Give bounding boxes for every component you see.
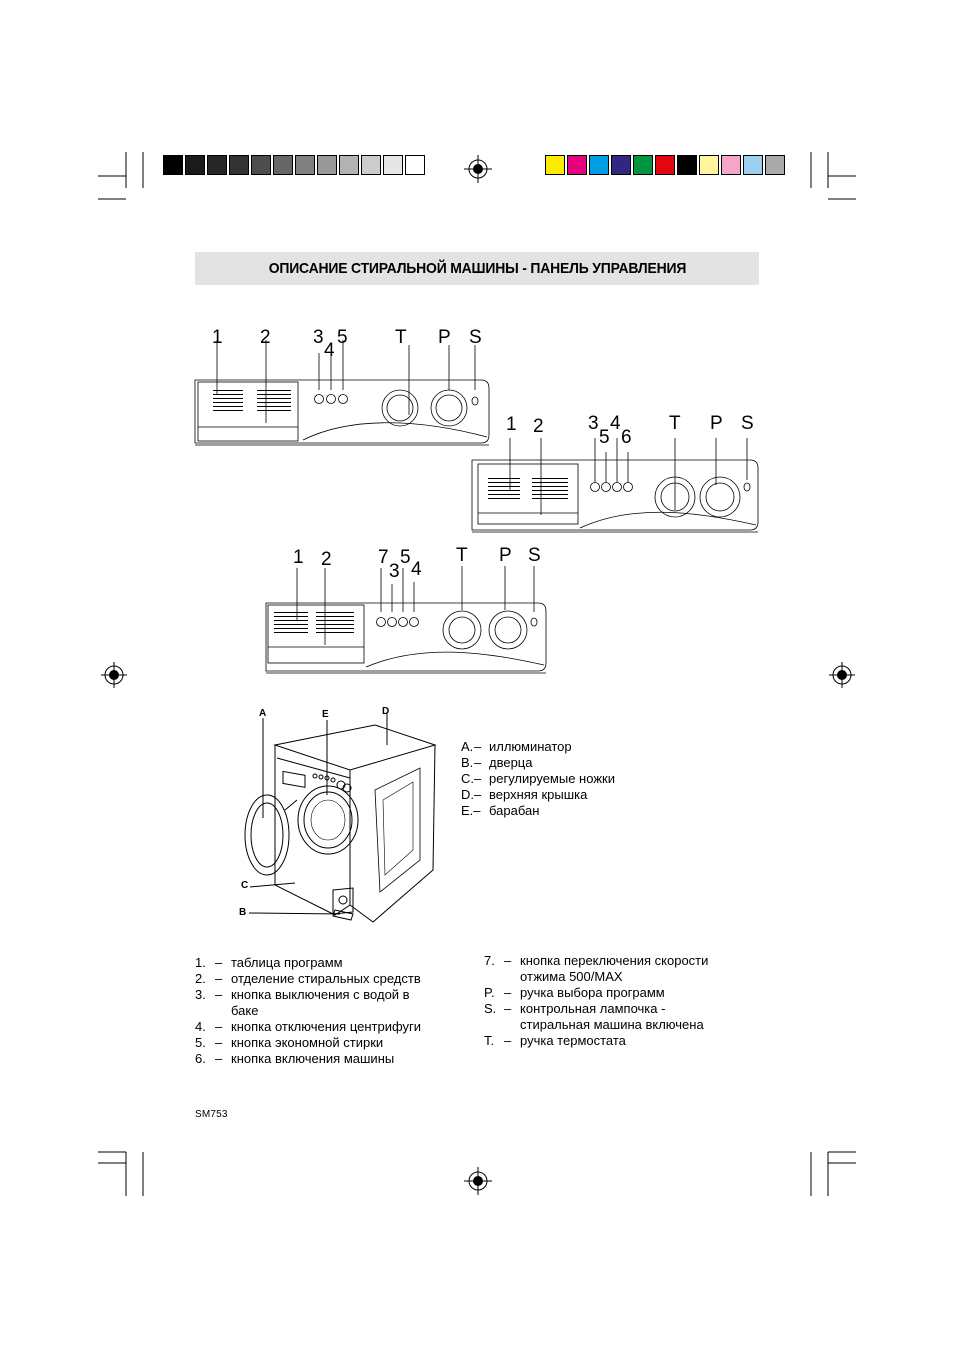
- crop-marks-top: [0, 0, 954, 220]
- title-bar: [195, 252, 759, 285]
- panel1-label-T: T: [395, 327, 407, 348]
- legend-text: таблица программ: [231, 955, 343, 970]
- color-swatch: [545, 155, 565, 175]
- parts-legend: [461, 739, 615, 819]
- color-swatch: [765, 155, 785, 175]
- panel2-label-S: S: [741, 413, 754, 434]
- gray-swatch: [163, 155, 183, 175]
- legend-dash: –: [215, 1035, 223, 1050]
- legend-dash: –: [215, 987, 223, 1002]
- part-label-E: E: [322, 709, 329, 720]
- gray-swatch: [295, 155, 315, 175]
- legend-item: [484, 985, 708, 1001]
- control-panel-diagram-2: [470, 440, 765, 540]
- legend-text: ручка термостата: [520, 1033, 626, 1048]
- legend-dash: –: [215, 1019, 223, 1034]
- legend-key: 5.: [195, 1035, 206, 1050]
- gray-swatch: [361, 155, 381, 175]
- legend-item-continuation: [484, 969, 708, 985]
- legend-dash: –: [474, 771, 482, 786]
- gray-calibration-bar: [163, 155, 427, 175]
- legend-dash: –: [215, 971, 223, 986]
- controls-legend-right: [484, 953, 708, 1049]
- color-swatch: [633, 155, 653, 175]
- panel3-label-5: 5: [400, 547, 411, 568]
- legend-text: кнопка отключения центрифуги: [231, 1019, 422, 1034]
- panel1-label-5: 5: [337, 327, 348, 348]
- registration-target-icon: [464, 155, 492, 183]
- legend-dash: –: [504, 953, 512, 968]
- legend-key: E.–: [461, 803, 481, 818]
- gray-swatch: [405, 155, 425, 175]
- legend-text: иллюминатор: [489, 739, 572, 754]
- panel3-label-3: 3: [389, 561, 400, 582]
- legend-dash: –: [474, 739, 482, 754]
- legend-item: [195, 1019, 421, 1035]
- legend-text-continuation: баке: [231, 1003, 259, 1018]
- legend-text: ручка выбора программ: [520, 985, 665, 1000]
- color-swatch: [589, 155, 609, 175]
- part-label-D: D: [382, 706, 390, 717]
- legend-dash: –: [504, 1033, 512, 1048]
- legend-dash: –: [474, 755, 482, 770]
- legend-key: 3.: [195, 987, 206, 1002]
- panel2-label-T: T: [669, 413, 681, 434]
- registration-target-right-icon: [829, 662, 855, 688]
- legend-item: [484, 1033, 708, 1049]
- panel2-label-2: 2: [533, 416, 544, 437]
- color-swatch: [611, 155, 631, 175]
- legend-text-continuation: стиральная машина включена: [520, 1017, 704, 1032]
- control-panel-diagram-3: [258, 570, 553, 675]
- legend-text: дверца: [489, 755, 533, 770]
- legend-key: A.: [461, 739, 474, 754]
- legend-item: [461, 739, 615, 755]
- legend-text: верхняя крышка: [489, 787, 588, 802]
- legend-key: 4.: [195, 1019, 206, 1034]
- color-swatch: [567, 155, 587, 175]
- legend-item-continuation: [195, 1003, 421, 1019]
- legend-key: 6.: [195, 1051, 206, 1066]
- panel1-label-P: P: [438, 327, 451, 348]
- registration-target-left-icon: [101, 662, 127, 688]
- control-panel-diagram-1: [193, 345, 493, 455]
- panel2-label-3: 3: [588, 413, 599, 434]
- color-swatch: [677, 155, 697, 175]
- panel1-label-S: S: [469, 327, 482, 348]
- gray-swatch: [339, 155, 359, 175]
- legend-dash: –: [215, 1051, 223, 1066]
- legend-text: кнопка выключения с водой в: [231, 987, 410, 1002]
- legend-key: 1.: [195, 955, 206, 970]
- gray-swatch: [229, 155, 249, 175]
- model-code: SM753: [195, 1109, 228, 1120]
- legend-key: P.: [484, 985, 495, 1000]
- part-label-B: B: [239, 907, 247, 918]
- color-swatch: [721, 155, 741, 175]
- legend-key: 2.: [195, 971, 206, 986]
- legend-dash: –: [474, 787, 482, 802]
- color-calibration-bar: [545, 155, 787, 175]
- panel1-label-2: 2: [260, 327, 271, 348]
- legend-dash: –: [504, 985, 512, 1000]
- color-swatch: [699, 155, 719, 175]
- legend-item: [484, 953, 708, 969]
- legend-key: C.: [461, 771, 474, 786]
- legend-item: [195, 987, 421, 1003]
- panel2-label-6: 6: [621, 427, 632, 448]
- legend-text: барабан: [489, 803, 540, 818]
- gray-swatch: [251, 155, 271, 175]
- panel1-label-1: 1: [212, 327, 223, 348]
- color-swatch: [655, 155, 675, 175]
- legend-item: [195, 971, 421, 987]
- legend-item-continuation: [484, 1017, 708, 1033]
- gray-swatch: [273, 155, 293, 175]
- legend-text: кнопка экономной стирки: [231, 1035, 384, 1050]
- legend-text: регулируемые ножки: [489, 771, 615, 786]
- panel2-label-4: 4: [610, 413, 621, 434]
- panel3-label-4: 4: [411, 559, 422, 580]
- panel1-label-3: 3: [313, 327, 324, 348]
- panel2-label-P: P: [710, 413, 723, 434]
- washing-machine-illustration: [235, 700, 445, 930]
- legend-item: [461, 755, 615, 771]
- gray-swatch: [317, 155, 337, 175]
- controls-legend-left: [195, 955, 421, 1067]
- gray-swatch: [185, 155, 205, 175]
- legend-text: контрольная лампочка -: [520, 1001, 666, 1016]
- part-label-C: C: [241, 880, 249, 891]
- legend-text: кнопка переключения скорости: [520, 953, 709, 968]
- panel1-label-4: 4: [324, 340, 335, 361]
- panel3-label-7: 7: [378, 547, 389, 568]
- gray-swatch: [383, 155, 403, 175]
- panel3-label-2: 2: [321, 549, 332, 570]
- color-swatch: [743, 155, 763, 175]
- legend-text: кнопка включения машины: [231, 1051, 395, 1066]
- legend-text-continuation: отжима 500/MAX: [520, 969, 623, 984]
- legend-dash: –: [504, 1001, 512, 1016]
- legend-dash: –: [215, 955, 223, 970]
- legend-item: [461, 803, 615, 819]
- registration-target-bottom-icon: [464, 1167, 492, 1195]
- gray-swatch: [207, 155, 227, 175]
- legend-text: отделение стиральных средств: [231, 971, 421, 986]
- panel3-label-S: S: [528, 545, 541, 566]
- legend-item: [461, 771, 615, 787]
- panel3-label-P: P: [499, 545, 512, 566]
- page-title: ОПИСАНИЕ СТИРАЛЬНОЙ МАШИНЫ - ПАНЕЛЬ УПРАВЛЕНИЯ: [268, 260, 686, 277]
- legend-key: B.: [461, 755, 474, 770]
- legend-key: D.: [461, 787, 474, 802]
- panel3-label-T: T: [456, 545, 468, 566]
- legend-item: [195, 1035, 421, 1051]
- legend-item: [195, 955, 421, 971]
- panel3-label-1: 1: [293, 547, 304, 568]
- part-label-A: A: [259, 708, 267, 719]
- legend-key: T.: [484, 1033, 495, 1048]
- panel2-label-1: 1: [506, 414, 517, 435]
- legend-item: [461, 787, 615, 803]
- legend-item: [195, 1051, 421, 1067]
- legend-key: S.: [484, 1001, 497, 1016]
- legend-key: 7.: [484, 953, 495, 968]
- panel2-label-5: 5: [599, 427, 610, 448]
- legend-item: [484, 1001, 708, 1017]
- legend-dash: [474, 803, 489, 819]
